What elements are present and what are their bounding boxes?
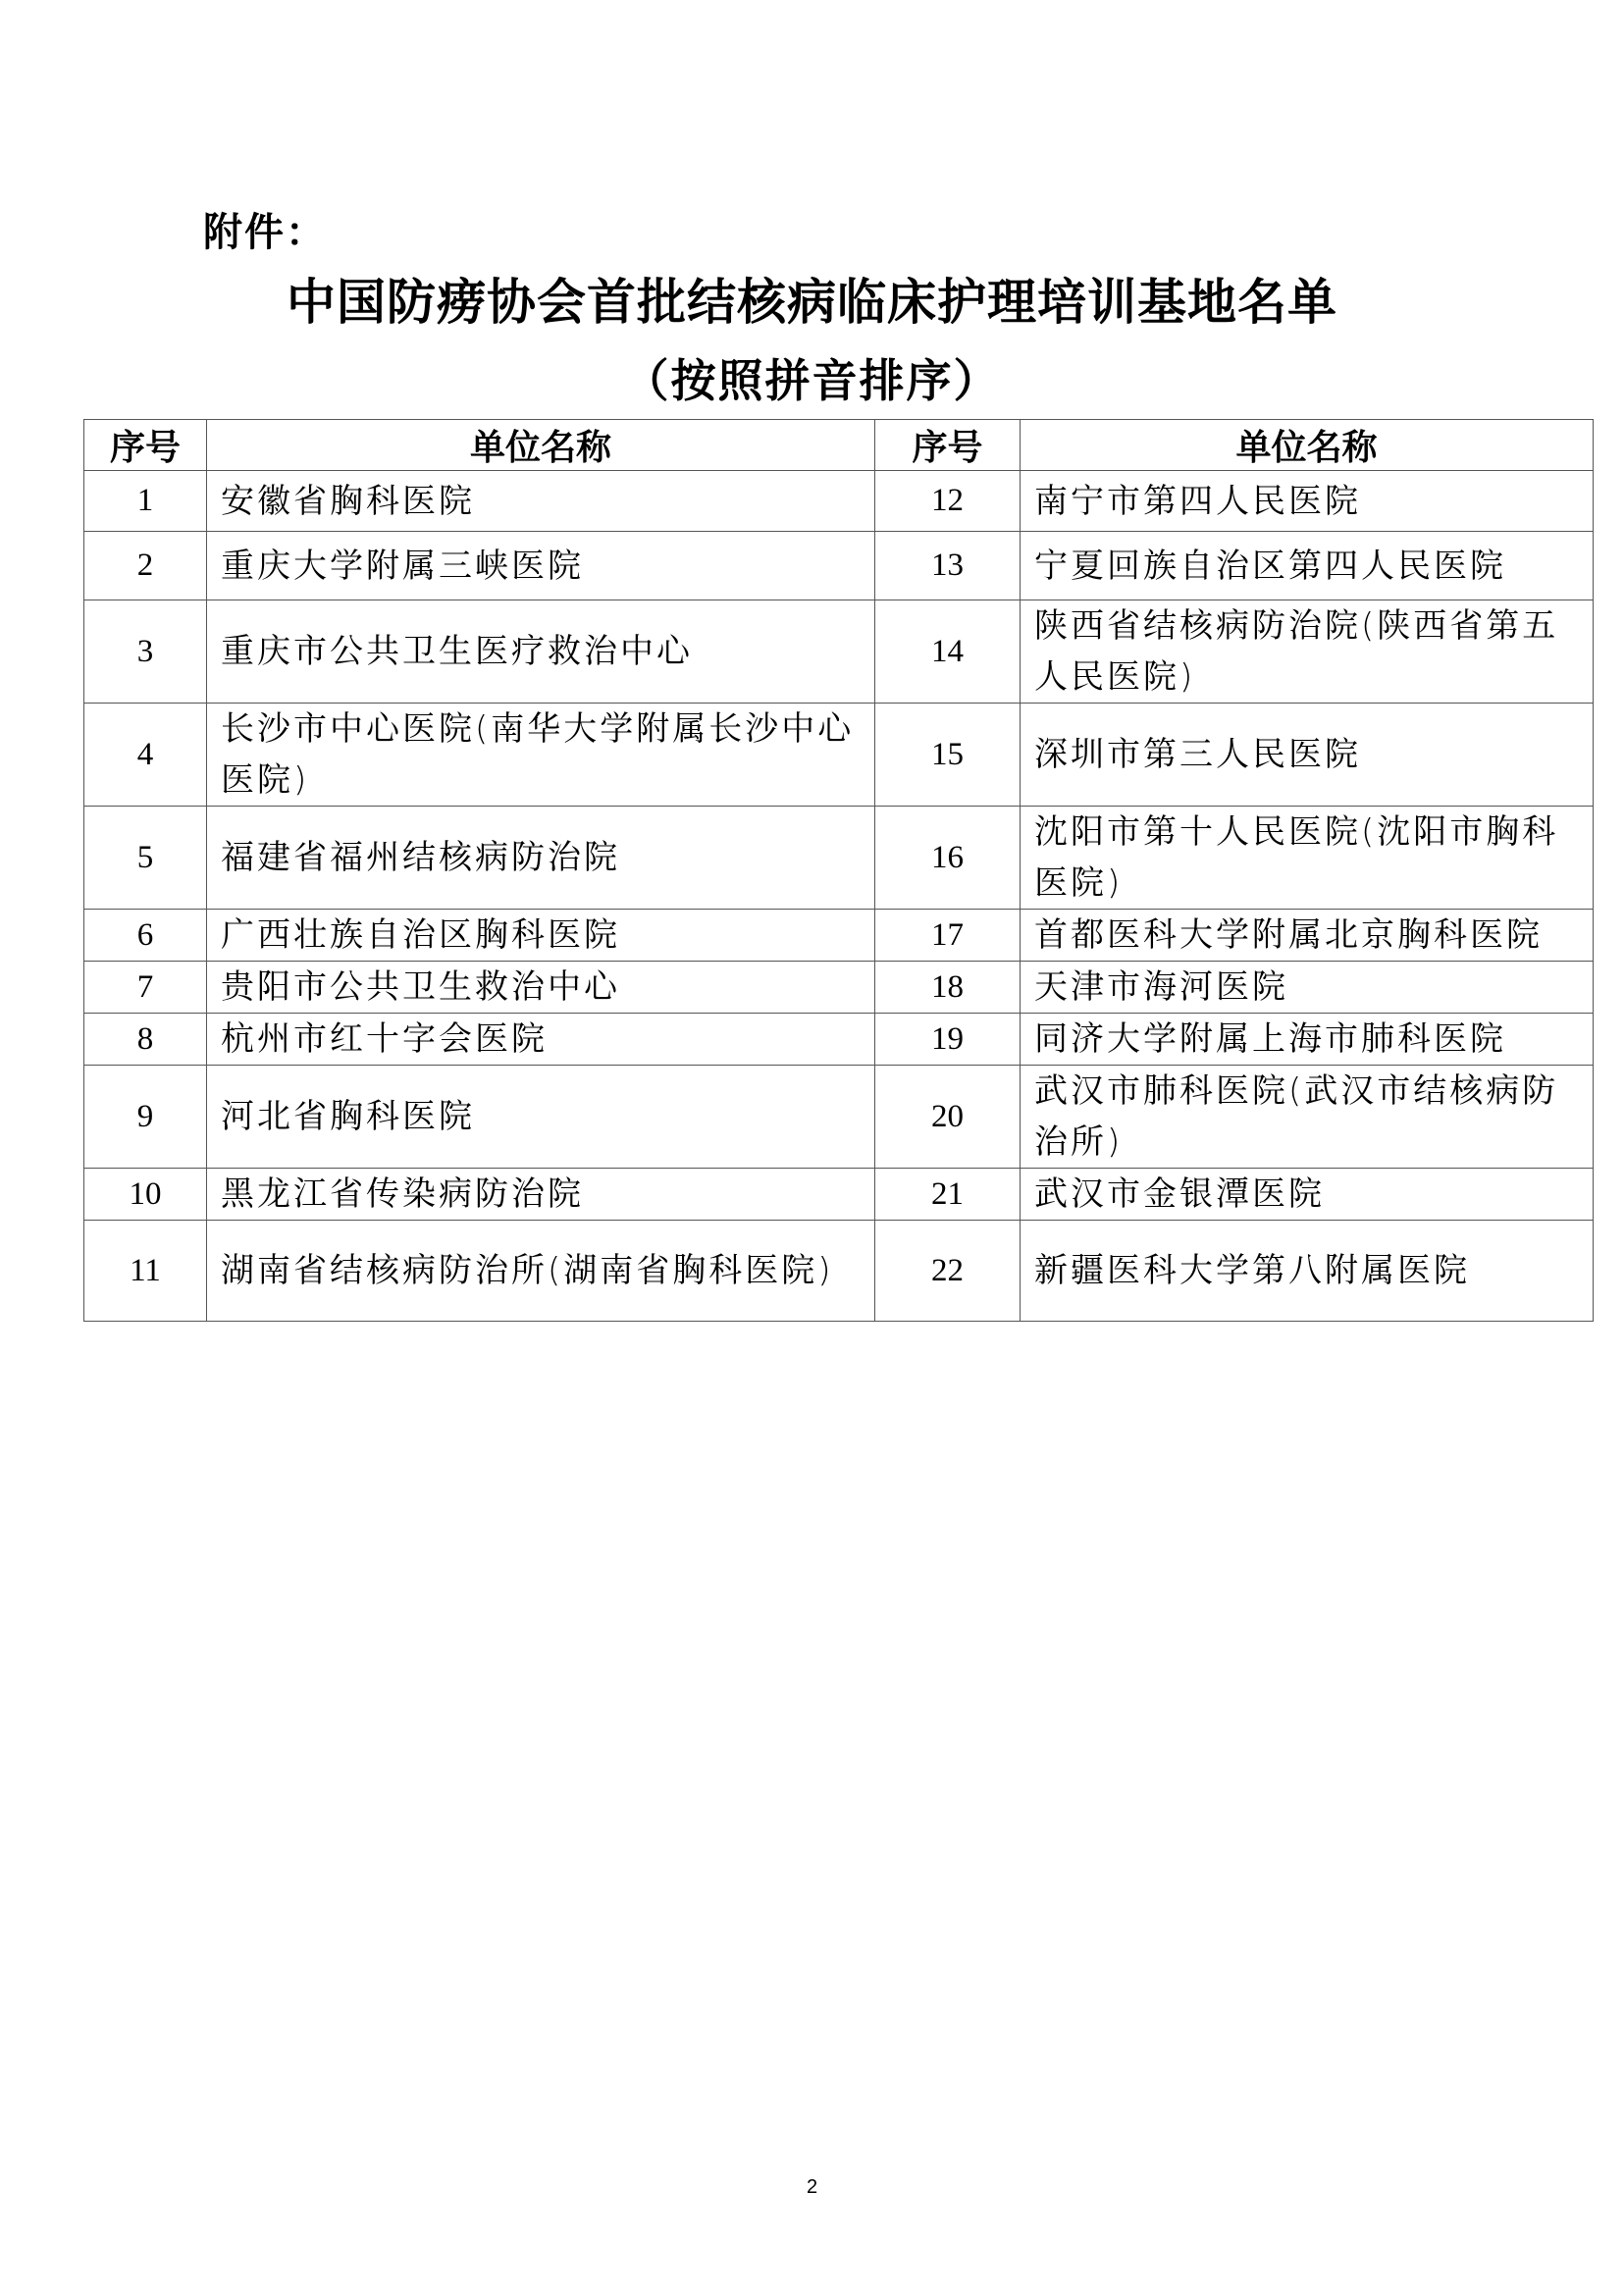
table-row: [84, 471, 1594, 532]
column-header-left-no: 序号: [84, 420, 207, 471]
row-number-right: 13: [875, 532, 1021, 600]
institution-name-right: 同济大学附属上海市肺科医院: [1021, 1014, 1594, 1066]
institution-name-right: 首都医科大学附属北京胸科医院: [1021, 910, 1594, 962]
row-number-right: 14: [875, 600, 1021, 704]
table-row: [84, 962, 1594, 1014]
institution-name-right: 南宁市第四人民医院: [1021, 471, 1594, 532]
table-row: [84, 704, 1594, 807]
table-row: [84, 1014, 1594, 1066]
attachment-label: 附件：: [203, 210, 327, 255]
institution-name-left: 福建省福州结核病防治院: [207, 807, 875, 910]
row-number-left: 10: [84, 1169, 207, 1221]
document-subtitle: （按照拼音排序）: [623, 354, 1001, 407]
row-number-left: 2: [84, 532, 207, 600]
row-number-left: 8: [84, 1014, 207, 1066]
row-number-left: 5: [84, 807, 207, 910]
row-number-left: 9: [84, 1066, 207, 1169]
institution-name-left: 贵阳市公共卫生救治中心: [207, 962, 875, 1014]
institution-name-right: 陕西省结核病防治院(陕西省第五人民医院): [1021, 600, 1594, 704]
row-number-right: 18: [875, 962, 1021, 1014]
page-number: 2: [806, 2176, 818, 2198]
row-number-right: 21: [875, 1169, 1021, 1221]
row-number-right: 12: [875, 471, 1021, 532]
institution-name-right: 深圳市第三人民医院: [1021, 704, 1594, 807]
institution-name-left: 长沙市中心医院(南华大学附属长沙中心医院): [207, 704, 875, 807]
institution-name-right: 武汉市肺科医院(武汉市结核病防治所): [1021, 1066, 1594, 1169]
document-title: 中国防痨协会首批结核病临床护理培训基地名单: [287, 273, 1337, 331]
table-row: [84, 1169, 1594, 1221]
table-row: [84, 1066, 1594, 1169]
institution-name-left: 湖南省结核病防治所(湖南省胸科医院): [207, 1221, 875, 1322]
row-number-right: 19: [875, 1014, 1021, 1066]
table-row: [84, 807, 1594, 910]
row-number-left: 11: [84, 1221, 207, 1322]
institution-name-right: 天津市海河医院: [1021, 962, 1594, 1014]
row-number-left: 3: [84, 600, 207, 704]
row-number-right: 16: [875, 807, 1021, 910]
institution-name-left: 安徽省胸科医院: [207, 471, 875, 532]
row-number-right: 17: [875, 910, 1021, 962]
column-header-right-no: 序号: [875, 420, 1021, 471]
training-base-table: [83, 419, 1594, 1322]
institution-name-left: 河北省胸科医院: [207, 1066, 875, 1169]
row-number-left: 1: [84, 471, 207, 532]
institution-name-left: 杭州市红十字会医院: [207, 1014, 875, 1066]
institution-name-left: 重庆大学附属三峡医院: [207, 532, 875, 600]
row-number-left: 6: [84, 910, 207, 962]
table-row: [84, 910, 1594, 962]
institution-name-right: 沈阳市第十人民医院(沈阳市胸科医院): [1021, 807, 1594, 910]
institution-name-right: 武汉市金银潭医院: [1021, 1169, 1594, 1221]
row-number-right: 20: [875, 1066, 1021, 1169]
table-row: [84, 532, 1594, 600]
column-header-right-name: 单位名称: [1021, 420, 1594, 471]
institution-name-left: 重庆市公共卫生医疗救治中心: [207, 600, 875, 704]
institution-name-right: 新疆医科大学第八附属医院: [1021, 1221, 1594, 1322]
institution-name-left: 广西壮族自治区胸科医院: [207, 910, 875, 962]
row-number-left: 7: [84, 962, 207, 1014]
row-number-right: 15: [875, 704, 1021, 807]
column-header-left-name: 单位名称: [207, 420, 875, 471]
row-number-left: 4: [84, 704, 207, 807]
table-header-row: [84, 420, 1594, 471]
row-number-right: 22: [875, 1221, 1021, 1322]
table-row: [84, 600, 1594, 704]
institution-name-left: 黑龙江省传染病防治院: [207, 1169, 875, 1221]
table-row: [84, 1221, 1594, 1322]
institution-name-right: 宁夏回族自治区第四人民医院: [1021, 532, 1594, 600]
